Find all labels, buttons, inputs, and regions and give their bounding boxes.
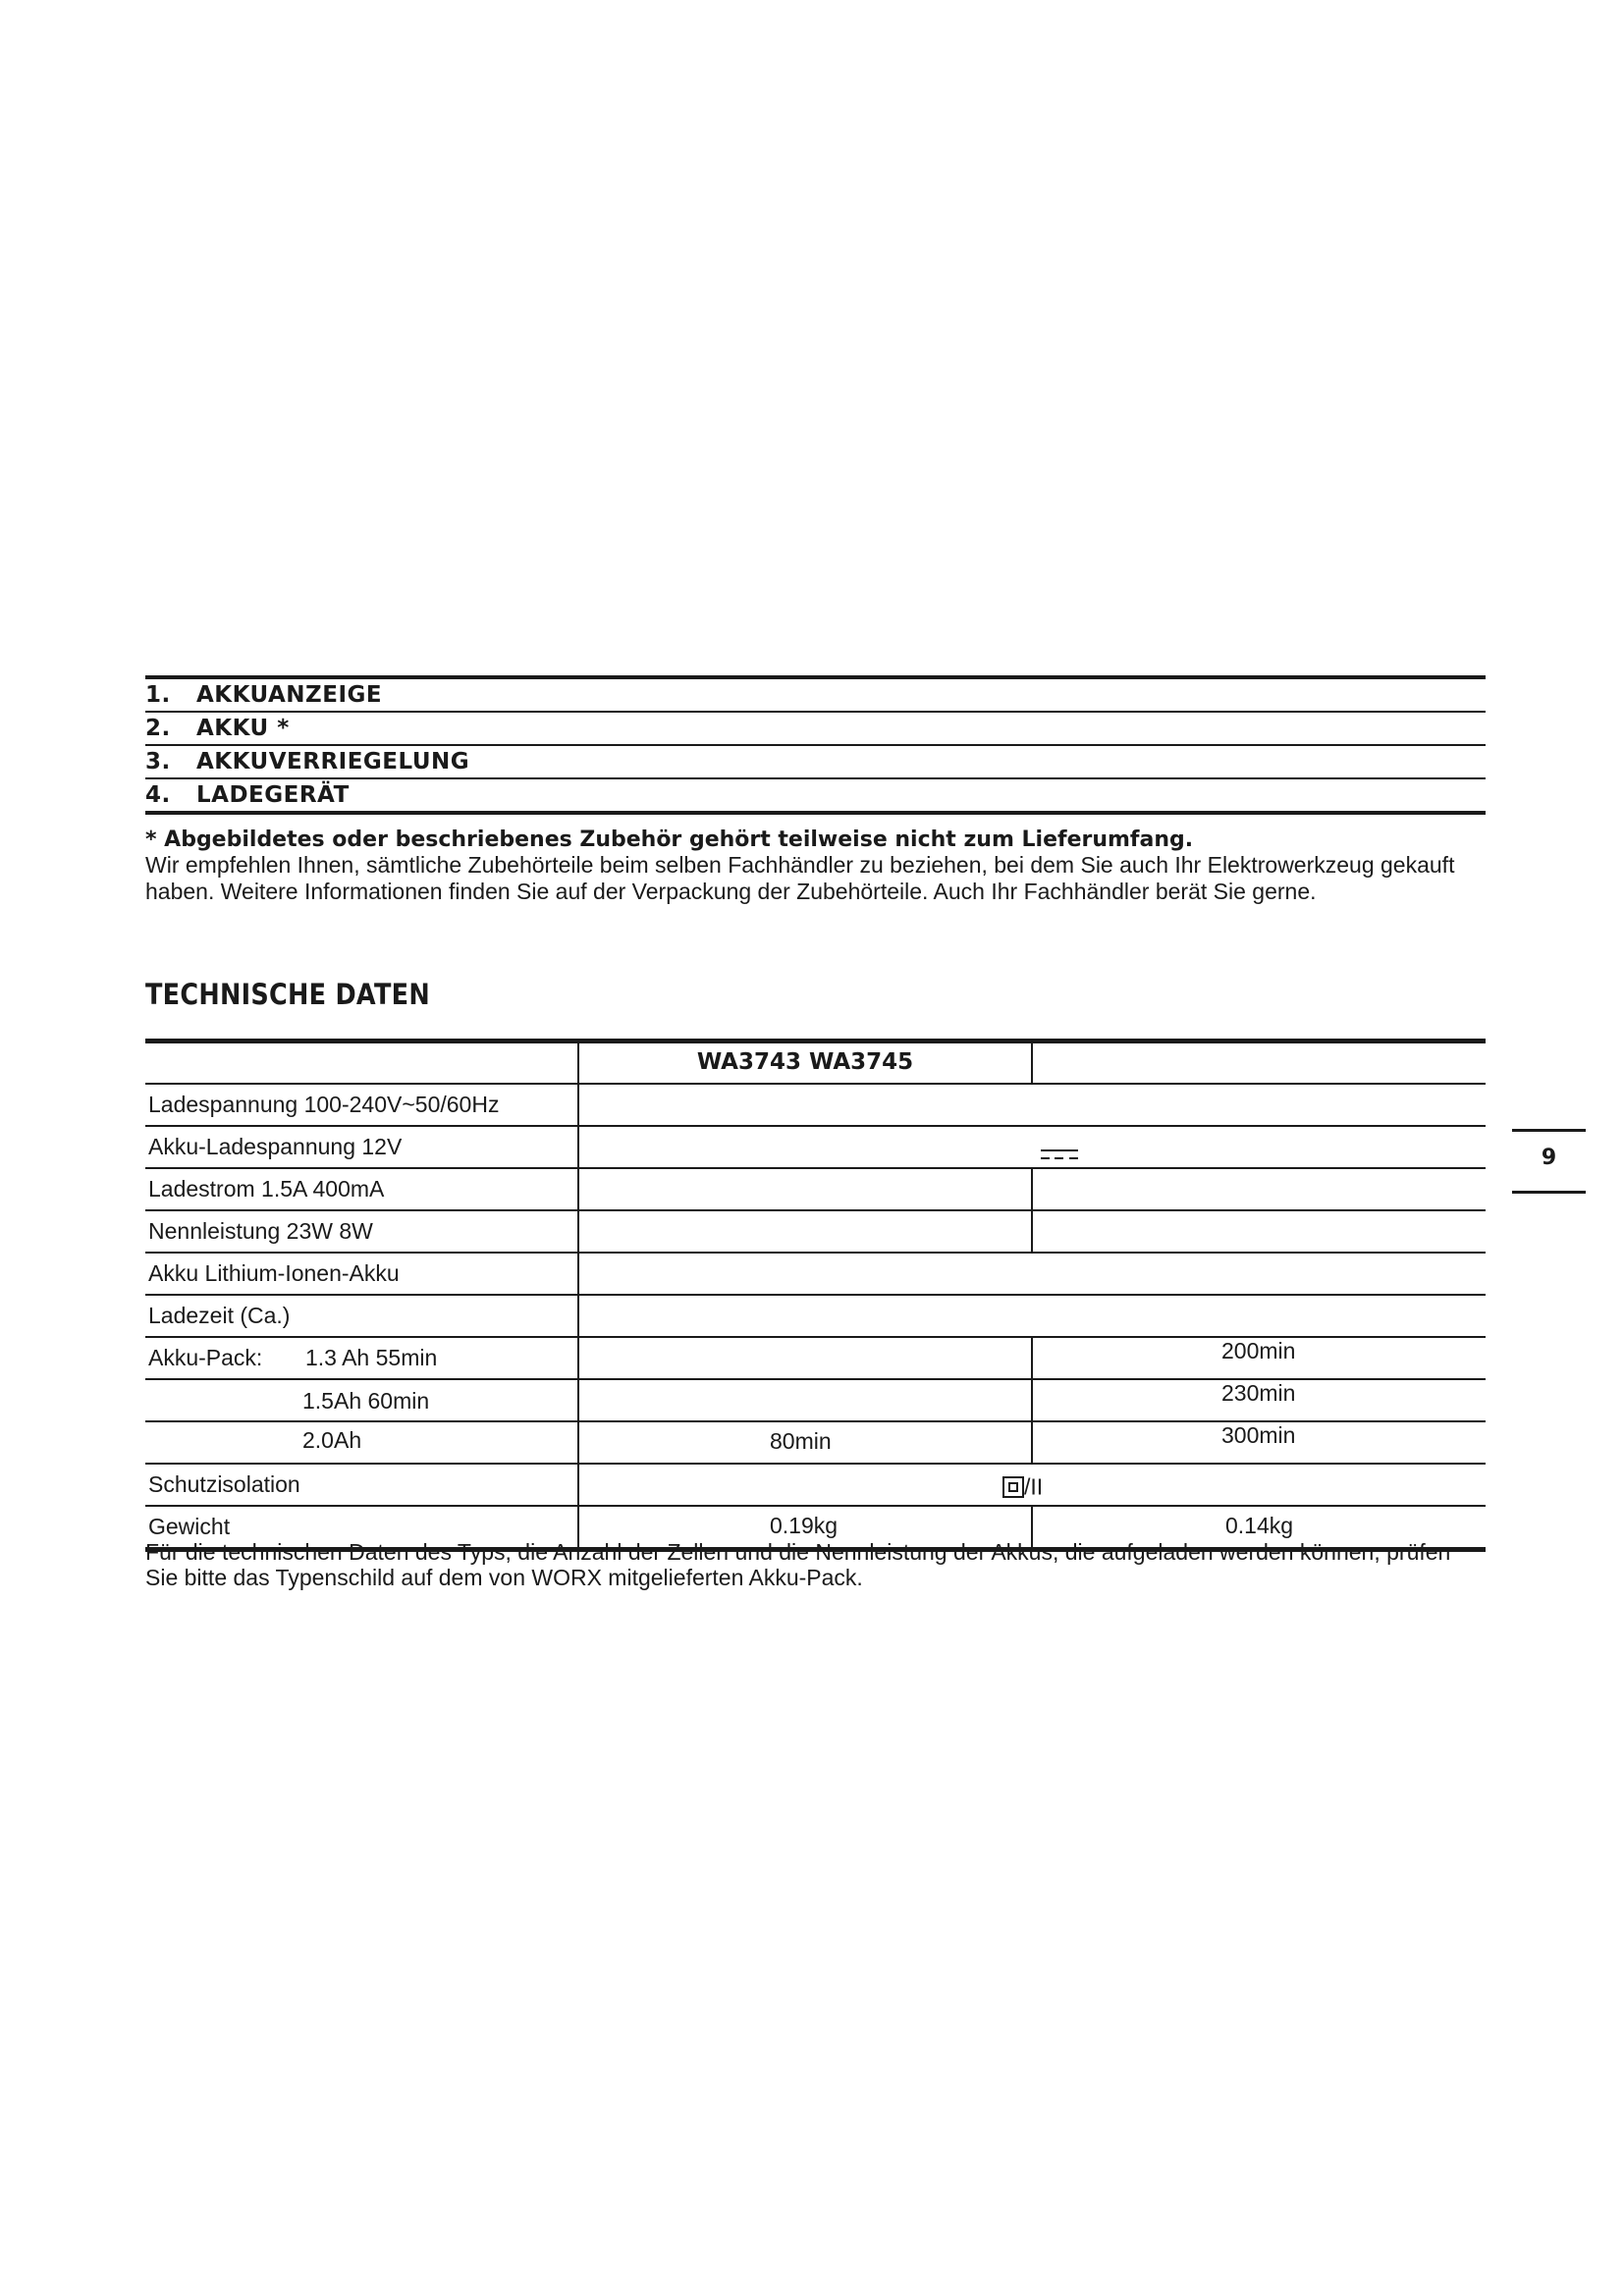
protection-class-value: /II xyxy=(1024,1473,1044,1500)
accessory-note-bold: * Abgebildetes oder beschriebenes Zubehör gehört teilweise nicht zum Lieferumfang. xyxy=(145,828,1194,852)
spec-label: Schutzisolation xyxy=(148,1471,300,1497)
part-row xyxy=(145,675,1486,711)
spec-label: Gewicht xyxy=(148,1514,231,1539)
spec-label: Akku Lithium-Ionen-Akku xyxy=(148,1260,400,1286)
part-number: 2. xyxy=(145,716,171,741)
part-label: AKKUVERRIEGELUNG xyxy=(196,749,470,774)
spec-row xyxy=(145,1294,1486,1336)
page-number: 9 xyxy=(1541,1146,1557,1170)
parts-list xyxy=(145,675,1486,815)
spec-row xyxy=(145,1125,1486,1167)
pack-capacity: 2.0Ah xyxy=(302,1427,362,1453)
pack-time: 80min xyxy=(770,1428,832,1454)
model-header: WA3743 WA3745 xyxy=(696,1049,914,1075)
pack-time: 230min xyxy=(1221,1380,1296,1406)
protection-class xyxy=(1002,1472,1043,1500)
dc-symbol-icon xyxy=(1041,1141,1078,1167)
part-row xyxy=(145,777,1486,815)
part-row xyxy=(145,711,1486,744)
footnote: Für die technischen Daten des Typs, die Anzahl der Zellen und die Nennleistung der Akkus, die aufgeladen werden können, prüfen Sie bitte das Typenschild auf dem von WORX mitgelieferten Akku-Pack. xyxy=(145,1539,1451,1590)
part-label: AKKUANZEIGE xyxy=(196,682,383,708)
spec-label: Ladezeit (Ca.) xyxy=(148,1303,291,1328)
pack-capacity: 1.5Ah 60min xyxy=(302,1388,430,1414)
part-label: LADEGERÄT xyxy=(196,782,350,808)
spec-row xyxy=(145,1083,1486,1125)
spec-row xyxy=(145,1252,1486,1294)
pack-capacity: 1.3 Ah 55min xyxy=(305,1345,438,1370)
spec-row xyxy=(145,1420,1486,1463)
spec-row xyxy=(145,1378,1486,1420)
spec-row xyxy=(145,1209,1486,1252)
double-insulation-icon xyxy=(1002,1476,1024,1498)
spec-header-row xyxy=(145,1043,1486,1083)
spec-table xyxy=(145,1039,1486,1552)
part-row xyxy=(145,744,1486,777)
page-number-box xyxy=(1512,1129,1586,1194)
pack-time: 200min xyxy=(1221,1338,1296,1363)
spec-label: Nennleistung 23W 8W xyxy=(148,1218,373,1244)
weight-value: 0.19kg xyxy=(770,1513,839,1538)
spec-row xyxy=(145,1167,1486,1209)
spec-label: Ladestrom 1.5A 400mA xyxy=(148,1176,385,1201)
part-number: 4. xyxy=(145,782,171,808)
part-number: 3. xyxy=(145,749,171,774)
weight-value: 0.14kg xyxy=(1225,1513,1294,1538)
part-number: 1. xyxy=(145,682,171,708)
spec-label: Akku-Pack: xyxy=(148,1345,263,1370)
spec-label: Akku-Ladespannung 12V xyxy=(148,1134,403,1159)
pack-time: 300min xyxy=(1221,1422,1296,1448)
section-heading: TECHNISCHE DATEN xyxy=(145,978,430,1011)
spec-row xyxy=(145,1336,1486,1378)
accessory-note-text: Wir empfehlen Ihnen, sämtliche Zubehörteile beim selben Fachhändler zu beziehen, bei dem Sie auch Ihr Elektrowerkzeug gekauft haben. Weitere Informationen finden Sie auf der Verpackung der Zubehörteile. Auch Ihr Fachhändler berät Sie gerne. xyxy=(145,852,1455,904)
spec-label: Ladespannung 100-240V~50/60Hz xyxy=(148,1092,500,1117)
part-label: AKKU * xyxy=(196,716,290,741)
spec-row xyxy=(145,1463,1486,1505)
